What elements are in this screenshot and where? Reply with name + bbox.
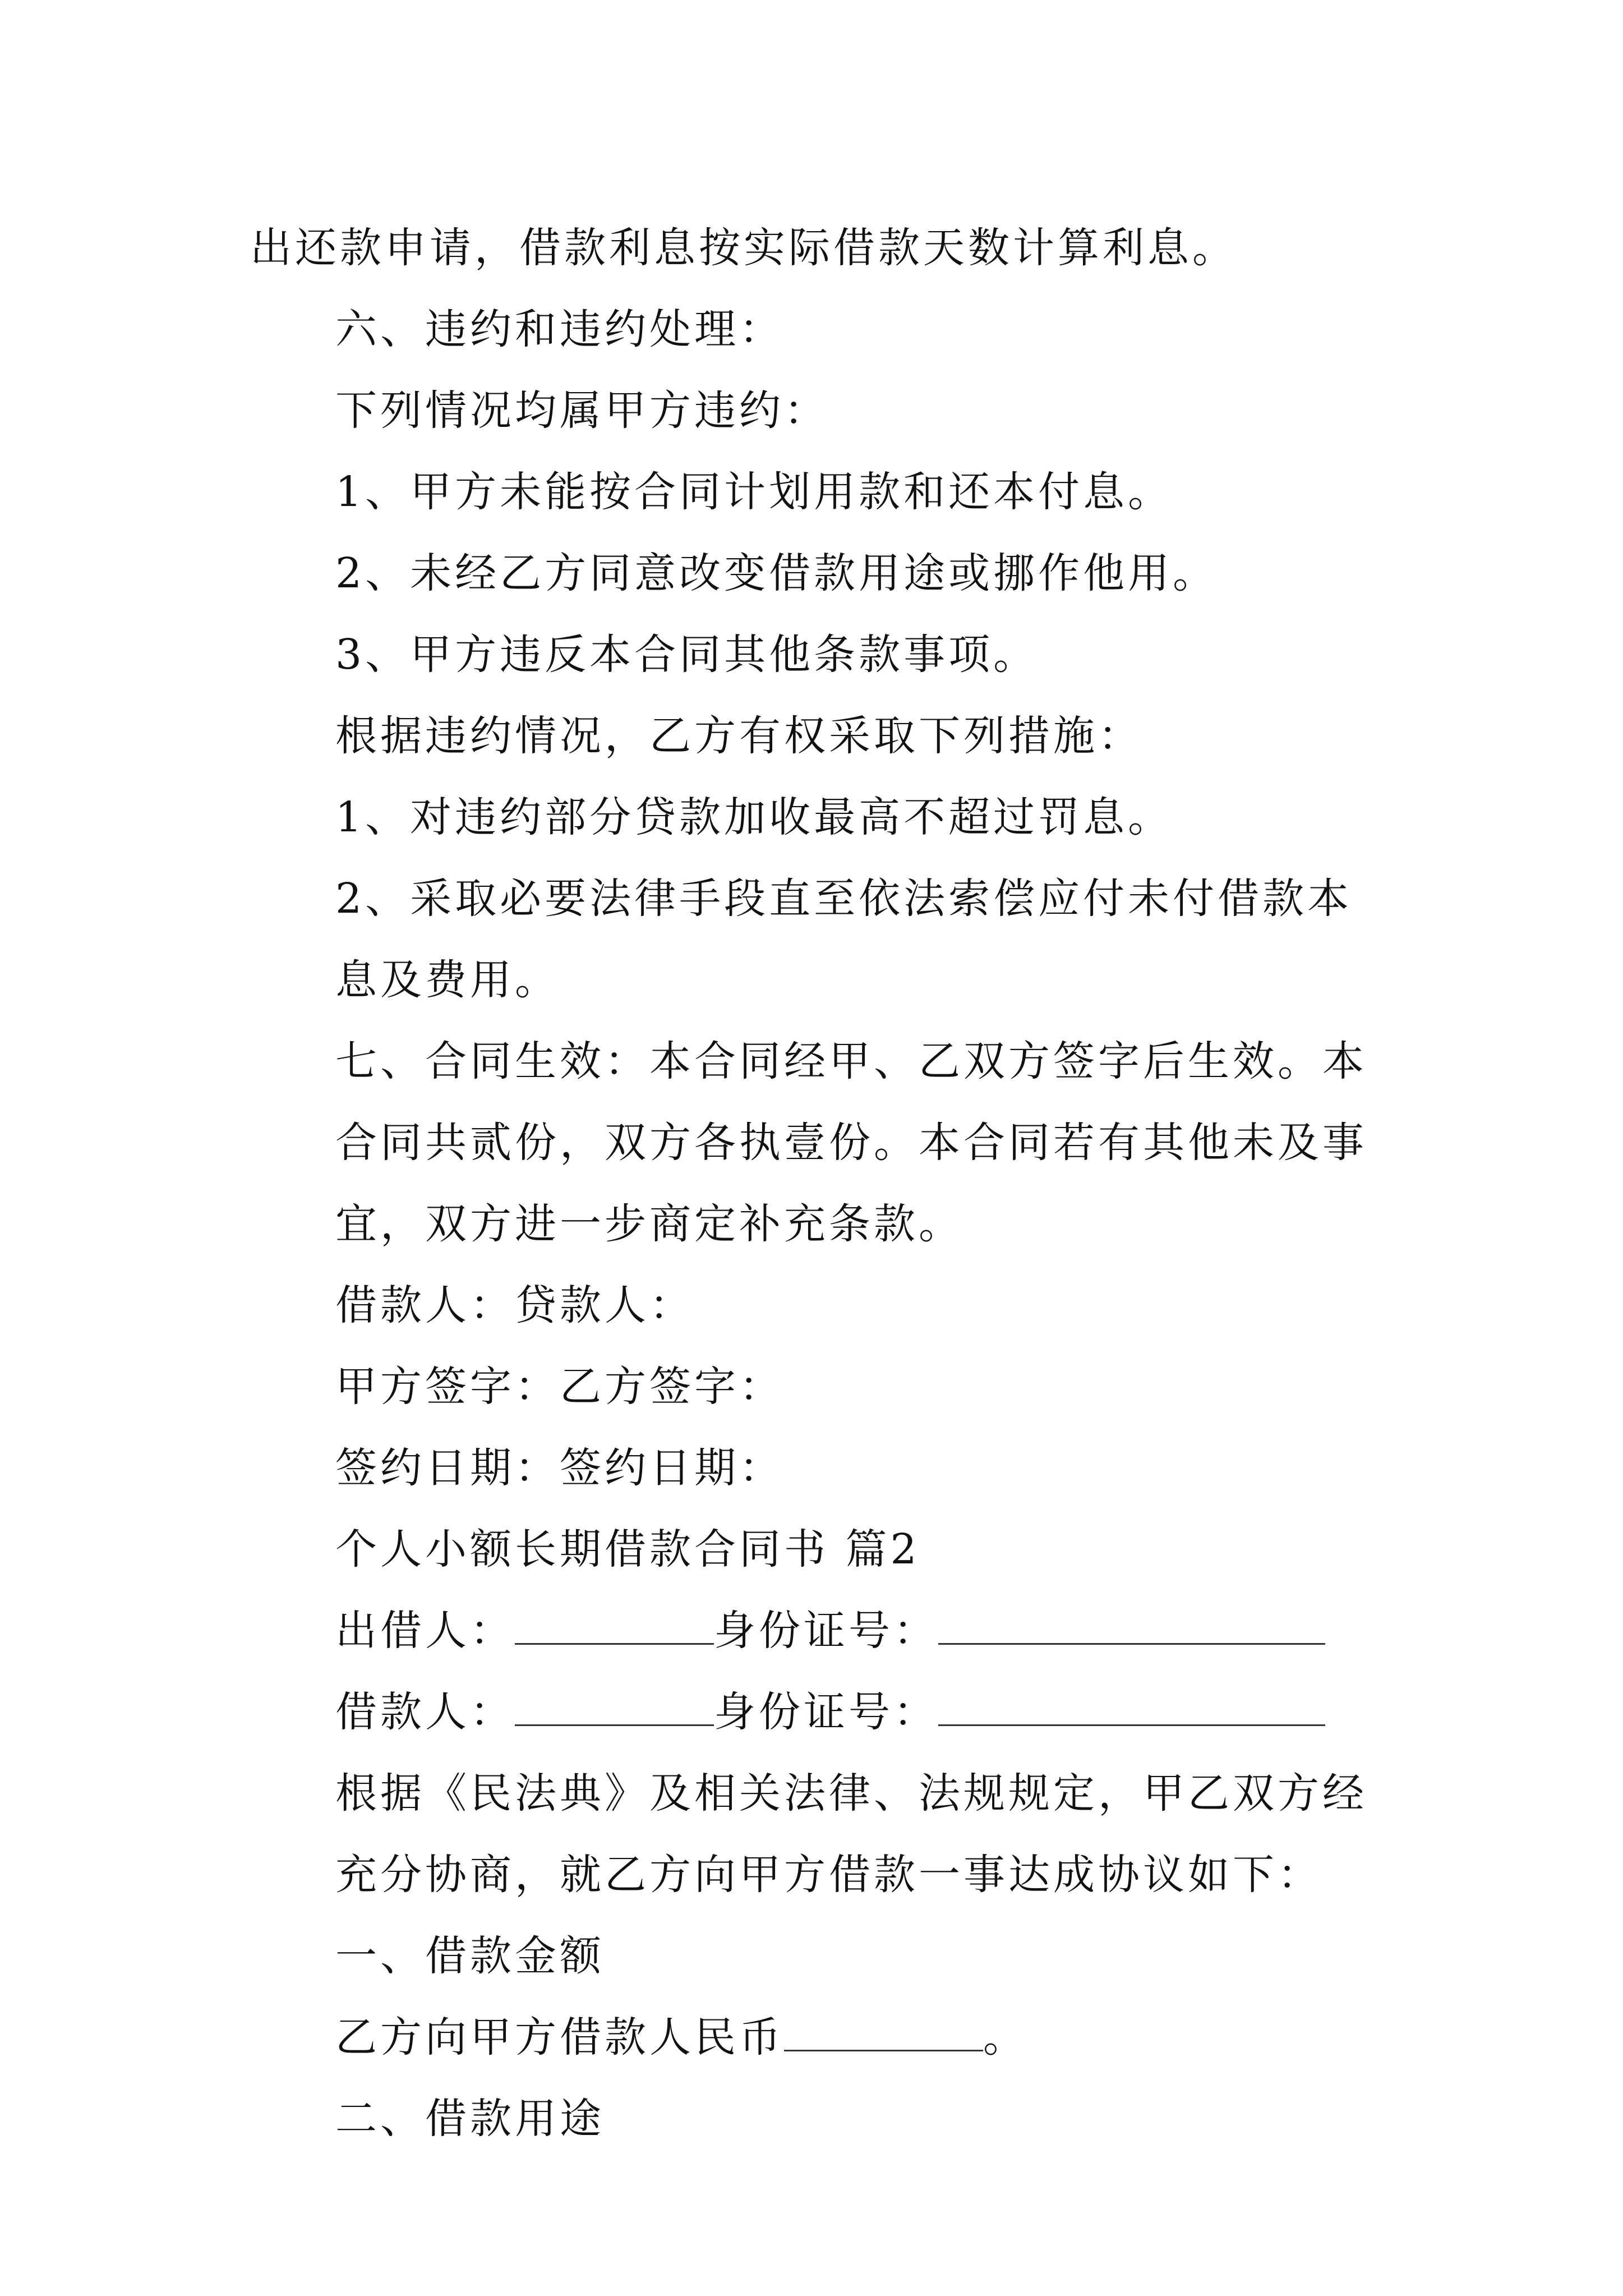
borrower-line — [250, 1672, 1383, 1753]
signature-labels: 甲方签字：乙方签字： — [335, 1363, 784, 1411]
breach-intro: 下列情况均属甲方违约： — [335, 386, 829, 435]
borrower-label: 借款人： — [335, 1688, 515, 1736]
signing-date-labels: 签约日期：签约日期： — [335, 1444, 784, 1492]
section-2-heading: 二、借款用途 — [335, 2095, 605, 2143]
breach-item-1: 1、甲方未能按合同计划用款和还本付息。 — [335, 468, 1173, 516]
lender-id-blank — [938, 1611, 1325, 1645]
section-1-heading: 一、借款金额 — [335, 1932, 605, 1980]
document-body — [250, 208, 1383, 2160]
loan-amount-line — [250, 1997, 1383, 2078]
loan-amount-period: 。 — [983, 2013, 1028, 2062]
agreement-preamble: 根据《民法典》及相关法律、法规规定，甲乙双方经充分协商，就乙方向甲方借款一事达成协议如下： — [335, 1769, 1367, 1899]
section-6-heading: 六、违约和违约处理： — [335, 305, 784, 353]
loan-amount-blank — [784, 2017, 983, 2051]
borrower-name-blank — [515, 1692, 714, 1726]
loan-amount-label: 乙方向甲方借款人民币 — [335, 2013, 784, 2062]
party-labels: 借款人：贷款人： — [335, 1281, 694, 1329]
section-7-effectiveness: 七、合同生效：本合同经甲、乙双方签字后生效。本合同共贰份，双方各执壹份。本合同若有其他未及事宜，双方进一步商定补充条款。 — [335, 1037, 1367, 1248]
breach-item-3: 3、甲方违反本合同其他条款事项。 — [335, 631, 1039, 679]
measures-intro: 根据违约情况，乙方有权采取下列措施： — [335, 712, 1143, 760]
measure-item-1: 1、对违约部分贷款加收最高不超过罚息。 — [335, 793, 1173, 841]
lender-name-blank — [515, 1611, 714, 1645]
paragraph-repayment-interest: 出还款申请，借款利息按实际借款天数计算利息。 — [250, 224, 1237, 272]
lender-id-label: 身份证号： — [714, 1607, 938, 1655]
borrower-id-label: 身份证号： — [714, 1688, 938, 1736]
breach-item-2: 2、未经乙方同意改变借款用途或挪作他用。 — [335, 549, 1218, 597]
borrower-id-blank — [938, 1692, 1325, 1726]
contract-title-part-2: 个人小额长期借款合同书 篇2 — [335, 1525, 920, 1573]
lender-label: 出借人： — [335, 1607, 515, 1655]
lender-line — [250, 1590, 1383, 1672]
measure-item-2: 2、采取必要法律手段直至依法索偿应付未付借款本息及费用。 — [335, 875, 1353, 1004]
